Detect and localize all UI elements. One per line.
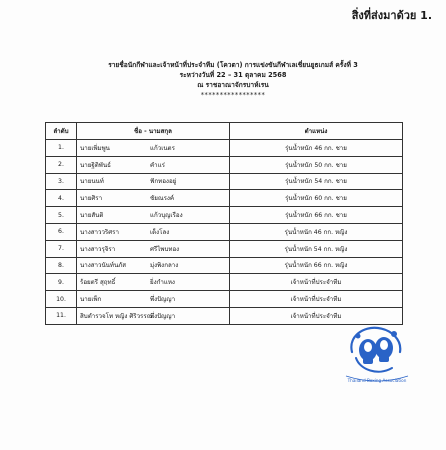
row-index: 3. [46,173,77,190]
row-index: 8. [46,257,77,274]
row-first-name: นายเพ็ก [80,296,102,304]
row-name [77,190,230,207]
row-index: 10. [46,291,77,308]
row-last-name: ยิ่งกำแหง [150,279,175,287]
row-name [77,207,230,224]
row-position: เจ้าหน้าที่ประจำทีม [230,274,403,291]
table-row [46,156,403,173]
row-index: 2. [46,156,77,173]
attachment-label: สิ่งที่ส่งมาด้วย 1. [351,9,432,22]
row-first-name: ร้อยตรี สุฤทธิ์ [80,279,116,287]
row-position: รุ่นน้ำหนัก 60 กก. ชาย [230,190,403,207]
boxing-association-logo-icon [338,318,416,388]
row-name [77,156,230,173]
table-row [46,274,403,291]
document-title [40,60,426,100]
row-first-name: นางสาววริศรา [80,228,119,236]
table-row [46,240,403,257]
row-last-name: พึ่งปัญญา [150,312,176,320]
row-index: 6. [46,223,77,240]
table-header-row [46,123,403,140]
table-row [46,140,403,157]
row-name [77,240,230,257]
row-position: รุ่นน้ำหนัก 46 กก. ชาย [230,140,403,157]
row-position: รุ่นน้ำหนัก 46 กก. หญิง [230,223,403,240]
row-name [77,257,230,274]
title-separator: ***************** [200,91,266,99]
row-name [77,274,230,291]
table-row [46,190,403,207]
title-line-1: รายชื่อนักกีฬาและเจ้าหน้าที่ประจำทีม (โควตา) การแข่งขันกีฬาเลเชี่ยนยูธเกมส์ ครั้งที่ 3 [108,61,358,69]
table-row [46,257,403,274]
row-last-name: ศรีไพบทอง [150,245,180,253]
row-first-name: นายฐิติพันธ์ [80,161,111,169]
table-row [46,223,403,240]
row-position: เจ้าหน้าที่ประจำทีม [230,307,403,324]
row-last-name: ชัยณรงค์ [150,195,175,203]
row-last-name: แก้วเนตร [150,144,175,152]
row-name [77,140,230,157]
row-first-name: นายนนท์ [80,178,104,186]
row-first-name: นายสันติ [80,212,104,220]
row-name [77,223,230,240]
row-first-name: นางสาวรุจิรา [80,245,116,253]
row-position: รุ่นน้ำหนัก 54 กก. หญิง [230,240,403,257]
row-first-name: นายเพิ่มพูน [80,144,110,152]
row-index: 1. [46,140,77,157]
table-row [46,173,403,190]
row-last-name: แก้วบุญเรือง [150,212,183,220]
row-position: รุ่นน้ำหนัก 54 กก. ชาย [230,173,403,190]
title-line-2: ระหว่างวันที่ 22 – 31 ตุลาคม 2568 [179,71,287,79]
row-position: รุ่นน้ำหนัก 66 กก. ชาย [230,207,403,224]
header-name: ชื่อ - นามสกุล [77,123,230,140]
logo-text: Thailand Boxing Association [347,378,407,383]
header-position: ตำแหน่ง [230,123,403,140]
row-last-name: เด็งโลง [150,228,170,236]
row-first-name: นายศิรา [80,195,103,203]
row-index: 11. [46,307,77,324]
row-last-name: พึ่งปัญญา [150,296,176,304]
row-name [77,307,230,324]
table-row [46,207,403,224]
row-index: 7. [46,240,77,257]
row-last-name: ฟักทองอยู่ [150,178,177,186]
row-last-name: มุ่งพิงกลาง [150,262,179,270]
header-index: ลำดับ [46,123,77,140]
row-index: 4. [46,190,77,207]
table-row [46,291,403,308]
row-position: รุ่นน้ำหนัก 66 กก. หญิง [230,257,403,274]
row-name [77,173,230,190]
row-name [77,291,230,308]
row-last-name: คำแร่ [150,161,165,169]
row-first-name: นางสาวนันท์นภัส [80,262,127,270]
row-position: เจ้าหน้าที่ประจำทีม [230,291,403,308]
row-position: รุ่นน้ำหนัก 50 กก. ชาย [230,156,403,173]
row-index: 5. [46,207,77,224]
row-index: 9. [46,274,77,291]
row-first-name: สิบตำรวจโท หญิง ศิริวรรณ [80,312,153,320]
title-line-3: ณ ราชอาณาจักรบาห์เรน [197,81,269,89]
roster-table [45,122,403,325]
